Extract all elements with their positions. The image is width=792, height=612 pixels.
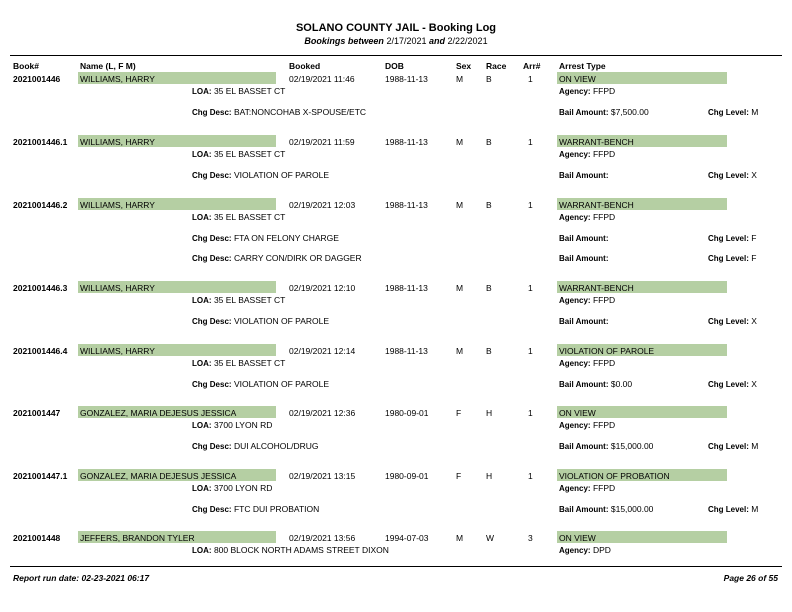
- bail-amount-label: Bail Amount:: [559, 254, 609, 263]
- charge-level: [708, 107, 758, 117]
- agency-label: Agency:: [559, 150, 591, 159]
- header-divider: [10, 55, 782, 56]
- book-number: 2021001447: [13, 408, 61, 418]
- bail-amount: [559, 253, 608, 263]
- charge-description-value: BAT:NONCOHAB X-SPOUSE/ETC: [233, 107, 367, 117]
- page-number: Page 26 of 55: [723, 573, 778, 583]
- charge-level-value: M: [751, 441, 759, 451]
- arrest-count: 1: [528, 137, 533, 147]
- date-from: 2/17/2021: [386, 36, 427, 46]
- location-of-arrest-value: 35 EL BASSET CT: [213, 295, 286, 305]
- bail-amount: [559, 233, 608, 243]
- date-of-birth: 1988-11-13: [385, 283, 428, 293]
- race-value: B: [486, 283, 492, 293]
- location-of-arrest: [192, 358, 285, 368]
- agency-label: Agency:: [559, 421, 591, 430]
- sex-value: M: [456, 200, 464, 210]
- agency: [559, 545, 611, 555]
- report-title: SOLANO COUNTY JAIL - Booking Log: [295, 22, 497, 34]
- book-number: 2021001446.4: [13, 346, 68, 356]
- bail-amount: [559, 504, 653, 514]
- col-arr: Arr#: [523, 61, 541, 71]
- bail-amount: [559, 441, 653, 451]
- booked-datetime: 02/19/2021 12:10: [289, 283, 356, 293]
- inmate-name: GONZALEZ, MARIA DEJESUS JESSICA: [80, 408, 237, 418]
- location-of-arrest-label: LOA:: [192, 213, 212, 222]
- charge-level: [708, 441, 758, 451]
- charge-level: [708, 170, 757, 180]
- charge-description-label: Chg Desc:: [192, 108, 232, 117]
- location-of-arrest: [192, 212, 285, 222]
- agency: [559, 420, 615, 430]
- agency-label: Agency:: [559, 359, 591, 368]
- booked-datetime: 02/19/2021 12:36: [289, 408, 356, 418]
- race-value: B: [486, 346, 492, 356]
- booking-record: [0, 396, 792, 458]
- charge-description: [192, 441, 318, 451]
- race-value: W: [486, 533, 495, 543]
- location-of-arrest: [192, 149, 285, 159]
- charge-description-label: Chg Desc:: [192, 317, 232, 326]
- sex-value: M: [456, 283, 464, 293]
- agency-value: FFPD: [592, 295, 616, 305]
- book-number: 2021001446: [13, 74, 61, 84]
- charge-description-value: FTC DUI PROBATION: [233, 504, 320, 514]
- date-of-birth: 1980-09-01: [385, 471, 429, 481]
- sex-value: M: [456, 137, 464, 147]
- book-number: 2021001447.1: [13, 471, 68, 481]
- agency: [559, 86, 615, 96]
- charge-description-label: Chg Desc:: [192, 505, 232, 514]
- book-number: 2021001448: [13, 533, 61, 543]
- agency: [559, 212, 615, 222]
- arrest-type: WARRANT-BENCH: [559, 200, 634, 210]
- agency-value: DPD: [592, 545, 611, 555]
- location-of-arrest-value: 3700 LYON RD: [213, 420, 273, 430]
- date-of-birth: 1994-07-03: [385, 533, 429, 543]
- inmate-name: WILLIAMS, HARRY: [80, 200, 155, 210]
- arrest-type: VIOLATION OF PROBATION: [559, 471, 670, 481]
- location-of-arrest-value: 3700 LYON RD: [213, 483, 273, 493]
- charge-level-label: Chg Level:: [708, 171, 749, 180]
- charge-level-value: F: [751, 233, 757, 243]
- arrest-count: 1: [528, 200, 533, 210]
- report-run-date: Report run date: 02-23-2021 06:17: [13, 573, 150, 583]
- bail-amount-label: Bail Amount:: [559, 442, 609, 451]
- booking-record: [0, 125, 792, 187]
- charge-description-label: Chg Desc:: [192, 254, 232, 263]
- charge-level-label: Chg Level:: [708, 442, 749, 451]
- date-to: 2/22/2021: [447, 36, 488, 46]
- arrest-count: 1: [528, 283, 533, 293]
- charge-level: [708, 504, 758, 514]
- col-name: Name (L, F M): [80, 61, 136, 71]
- footer-divider: [10, 566, 782, 567]
- booked-datetime: 02/19/2021 12:03: [289, 200, 356, 210]
- charge-level-label: Chg Level:: [708, 234, 749, 243]
- agency: [559, 483, 615, 493]
- agency-label: Agency:: [559, 484, 591, 493]
- charge-level-value: M: [751, 504, 759, 514]
- charge-description-label: Chg Desc:: [192, 380, 232, 389]
- inmate-name: JEFFERS, BRANDON TYLER: [80, 533, 195, 543]
- location-of-arrest: [192, 86, 285, 96]
- location-of-arrest-value: 35 EL BASSET CT: [213, 212, 286, 222]
- location-of-arrest-label: LOA:: [192, 87, 212, 96]
- charge-level: [708, 233, 756, 243]
- sex-value: F: [456, 471, 462, 481]
- agency-value: FFPD: [592, 212, 616, 222]
- charge-level: [708, 316, 757, 326]
- location-of-arrest-value: 800 BLOCK NORTH ADAMS STREET DIXON: [213, 545, 389, 555]
- charge-level-value: X: [751, 316, 757, 326]
- charge-level-value: F: [751, 253, 757, 263]
- arrest-type: ON VIEW: [559, 533, 596, 543]
- charge-level-value: X: [751, 170, 757, 180]
- location-of-arrest-label: LOA:: [192, 421, 212, 430]
- bail-amount: [559, 316, 608, 326]
- sex-value: F: [456, 408, 462, 418]
- race-value: B: [486, 137, 492, 147]
- bail-amount-label: Bail Amount:: [559, 234, 609, 243]
- location-of-arrest: [192, 420, 272, 430]
- agency: [559, 295, 615, 305]
- booking-record: [0, 271, 792, 333]
- location-of-arrest-label: LOA:: [192, 546, 212, 555]
- booked-datetime: 02/19/2021 11:59: [289, 137, 355, 147]
- bail-amount: [559, 170, 608, 180]
- arrest-type: ON VIEW: [559, 74, 596, 84]
- sex-value: M: [456, 533, 464, 543]
- charge-level-label: Chg Level:: [708, 254, 749, 263]
- booked-datetime: 02/19/2021 11:46: [289, 74, 355, 84]
- col-sex: Sex: [456, 61, 472, 71]
- location-of-arrest-value: 35 EL BASSET CT: [213, 358, 286, 368]
- charge-level-label: Chg Level:: [708, 317, 749, 326]
- booked-datetime: 02/19/2021 13:15: [289, 471, 356, 481]
- bail-amount-label: Bail Amount:: [559, 505, 609, 514]
- agency-value: FFPD: [592, 483, 616, 493]
- col-race: Race: [486, 61, 507, 71]
- bail-amount: [559, 379, 632, 389]
- inmate-name: WILLIAMS, HARRY: [80, 346, 155, 356]
- col-booked: Booked: [289, 61, 321, 71]
- charge-description-value: VIOLATION OF PAROLE: [233, 379, 330, 389]
- date-of-birth: 1988-11-13: [385, 200, 428, 210]
- charge-level-value: M: [751, 107, 759, 117]
- agency-value: FFPD: [592, 86, 616, 96]
- book-number: 2021001446.3: [13, 283, 68, 293]
- date-of-birth: 1988-11-13: [385, 74, 428, 84]
- agency-label: Agency:: [559, 87, 591, 96]
- arrest-type: WARRANT-BENCH: [559, 283, 634, 293]
- charge-description: [192, 316, 329, 326]
- booked-datetime: 02/19/2021 12:14: [289, 346, 356, 356]
- agency: [559, 358, 615, 368]
- inmate-name: WILLIAMS, HARRY: [80, 74, 155, 84]
- col-book: Book#: [13, 61, 39, 71]
- charge-description: [192, 253, 362, 263]
- charge-level-value: X: [751, 379, 757, 389]
- location-of-arrest-label: LOA:: [192, 359, 212, 368]
- inmate-name: WILLIAMS, HARRY: [80, 137, 155, 147]
- agency-value: FFPD: [592, 358, 616, 368]
- agency-value: FFPD: [592, 420, 616, 430]
- bail-amount-value: $0.00: [610, 379, 633, 389]
- arrest-type: WARRANT-BENCH: [559, 137, 634, 147]
- charge-description: [192, 107, 366, 117]
- bail-amount-label: Bail Amount:: [559, 108, 609, 117]
- bail-amount-label: Bail Amount:: [559, 317, 609, 326]
- arrest-type: ON VIEW: [559, 408, 596, 418]
- bail-amount-value: $15,000.00: [610, 504, 654, 514]
- location-of-arrest: [192, 545, 389, 555]
- booking-record: [0, 62, 792, 124]
- inmate-name: GONZALEZ, MARIA DEJESUS JESSICA: [80, 471, 237, 481]
- charge-description-value: FTA ON FELONY CHARGE: [233, 233, 339, 243]
- race-value: H: [486, 471, 493, 481]
- location-of-arrest-label: LOA:: [192, 484, 212, 493]
- charge-description: [192, 379, 329, 389]
- date-of-birth: 1988-11-13: [385, 346, 428, 356]
- agency-label: Agency:: [559, 213, 591, 222]
- subtitle-prefix: Bookings between: [304, 36, 384, 46]
- location-of-arrest: [192, 295, 285, 305]
- charge-level-label: Chg Level:: [708, 380, 749, 389]
- charge-description-value: VIOLATION OF PAROLE: [233, 316, 330, 326]
- date-of-birth: 1980-09-01: [385, 408, 429, 418]
- sex-value: M: [456, 74, 464, 84]
- agency-label: Agency:: [559, 546, 591, 555]
- charge-description-label: Chg Desc:: [192, 171, 232, 180]
- location-of-arrest-value: 35 EL BASSET CT: [213, 86, 286, 96]
- booking-record: [0, 459, 792, 521]
- bail-amount: [559, 107, 649, 117]
- race-value: B: [486, 200, 492, 210]
- agency-label: Agency:: [559, 296, 591, 305]
- inmate-name: WILLIAMS, HARRY: [80, 283, 155, 293]
- charge-description-label: Chg Desc:: [192, 442, 232, 451]
- charge-level-label: Chg Level:: [708, 108, 749, 117]
- charge-description-value: DUI ALCOHOL/DRUG: [233, 441, 319, 451]
- charge-description-value: VIOLATION OF PAROLE: [233, 170, 330, 180]
- charge-level: [708, 379, 757, 389]
- bail-amount-value: $7,500.00: [610, 107, 649, 117]
- booked-datetime: 02/19/2021 13:56: [289, 533, 356, 543]
- location-of-arrest-value: 35 EL BASSET CT: [213, 149, 286, 159]
- location-of-arrest: [192, 483, 272, 493]
- bail-amount-value: $15,000.00: [610, 441, 654, 451]
- book-number: 2021001446.1: [13, 137, 68, 147]
- charge-description-value: CARRY CON/DIRK OR DAGGER: [233, 253, 362, 263]
- charge-description-label: Chg Desc:: [192, 234, 232, 243]
- arrest-count: 1: [528, 346, 533, 356]
- arrest-count: 1: [528, 471, 533, 481]
- race-value: B: [486, 74, 492, 84]
- bail-amount-label: Bail Amount:: [559, 171, 609, 180]
- agency-value: FFPD: [592, 149, 616, 159]
- charge-description: [192, 233, 339, 243]
- book-number: 2021001446.2: [13, 200, 68, 210]
- date-of-birth: 1988-11-13: [385, 137, 428, 147]
- location-of-arrest-label: LOA:: [192, 296, 212, 305]
- arrest-type: VIOLATION OF PAROLE: [559, 346, 655, 356]
- report-subtitle: [0, 36, 792, 46]
- arrest-count: 3: [528, 533, 533, 543]
- charge-description: [192, 170, 329, 180]
- booking-record: [0, 188, 792, 263]
- charge-level-label: Chg Level:: [708, 505, 749, 514]
- location-of-arrest-label: LOA:: [192, 150, 212, 159]
- sex-value: M: [456, 346, 464, 356]
- bail-amount-label: Bail Amount:: [559, 380, 609, 389]
- subtitle-and: and: [429, 36, 446, 46]
- charge-level: [708, 253, 756, 263]
- col-dob: DOB: [385, 61, 404, 71]
- arrest-count: 1: [528, 408, 533, 418]
- col-arrest-type: Arrest Type: [559, 61, 606, 71]
- agency: [559, 149, 615, 159]
- charge-description: [192, 504, 319, 514]
- race-value: H: [486, 408, 493, 418]
- booking-record: [0, 334, 792, 396]
- arrest-count: 1: [528, 74, 533, 84]
